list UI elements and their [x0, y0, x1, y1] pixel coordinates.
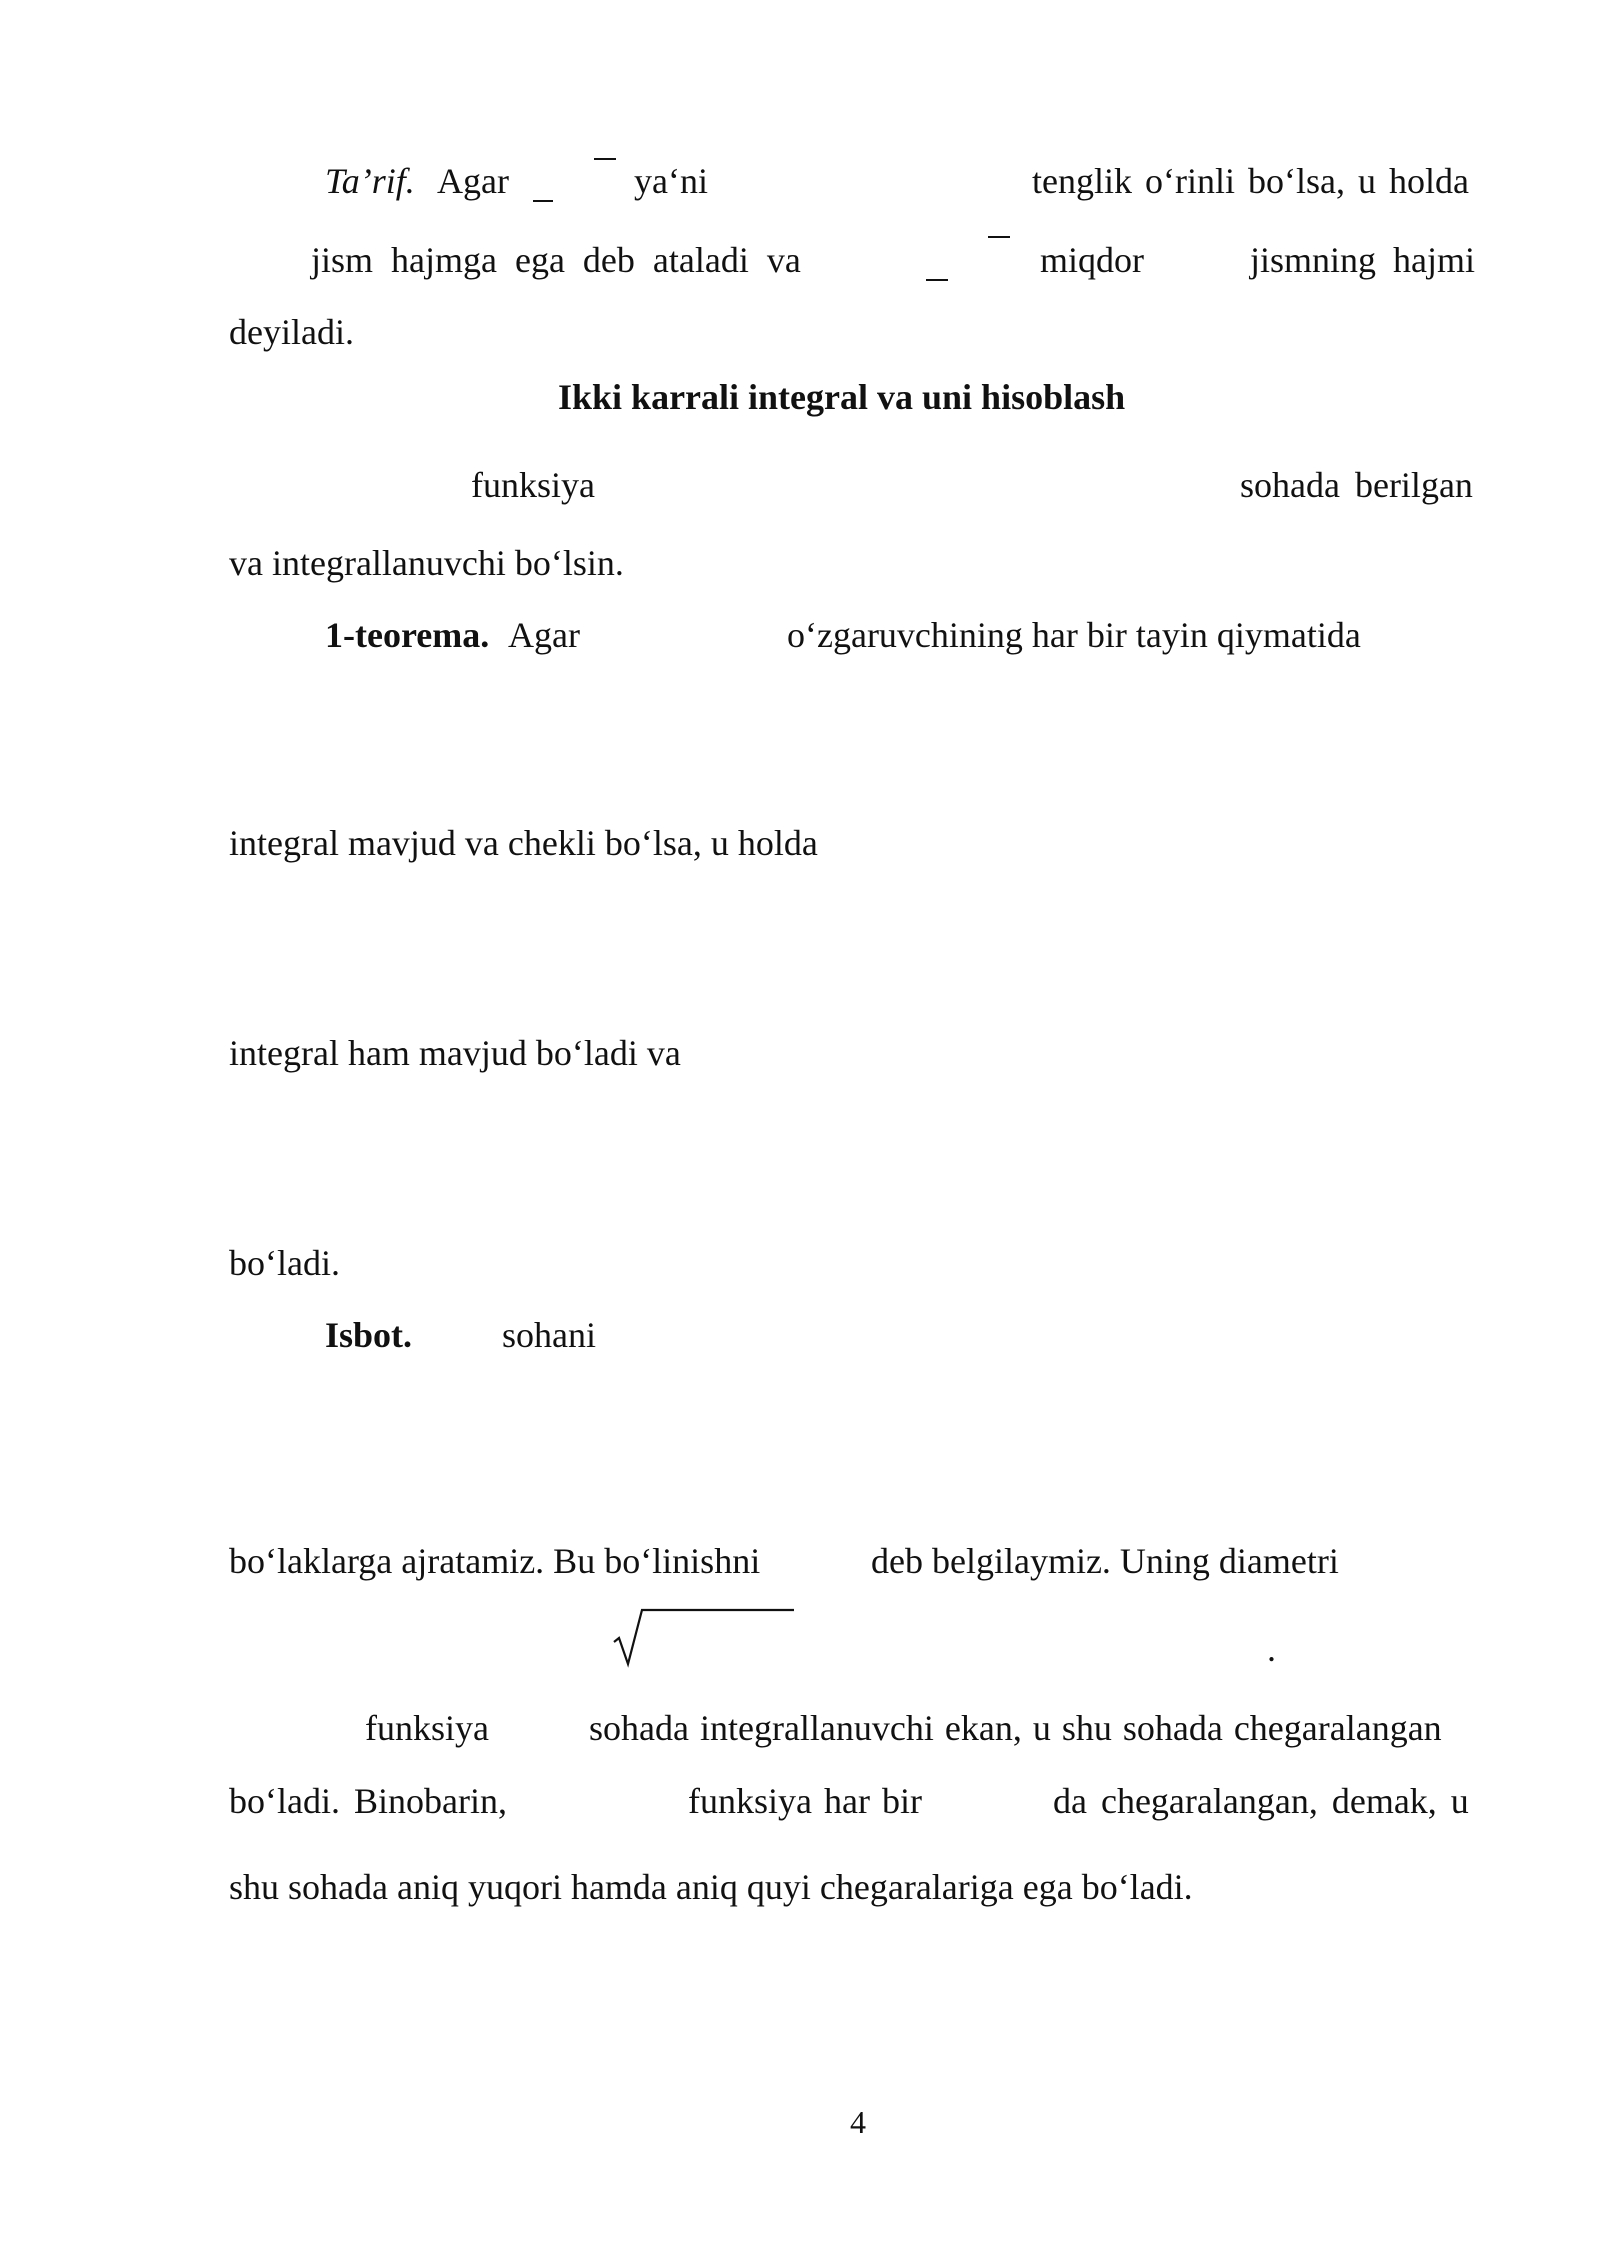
- proof-p4-c: da chegaralangan, demak, u: [1053, 1781, 1469, 1821]
- overline-mark-2: [988, 236, 1010, 238]
- proof-sohani: sohani: [502, 1315, 596, 1355]
- definition-label: Ta’rif.: [325, 161, 415, 201]
- theorem-line3: integral ham mavjud bo‘ladi va: [229, 1033, 681, 1073]
- definition-tenglik: tenglik o‘rinli bo‘lsa, u holda: [1032, 161, 1469, 201]
- definition-miqdor: miqdor: [1040, 240, 1144, 280]
- definition-hajmi: jismning hajmi: [1250, 240, 1476, 280]
- proof-label: Isbot.: [325, 1315, 413, 1355]
- intro-sohada-berilgan: sohada berilgan: [1240, 465, 1473, 505]
- intro-line2: va integrallanuvchi bo‘lsin.: [229, 543, 624, 583]
- proof-line2-b: deb belgilaymiz. Uning diametri: [871, 1541, 1339, 1581]
- definition-agar: Agar: [437, 161, 509, 201]
- proof-p3-tail: sohada integrallanuvchi ekan, u shu sohada chegaralangan: [589, 1708, 1442, 1748]
- definition-deyiladi: deyiladi.: [229, 312, 354, 352]
- section-title: Ikki karrali integral va uni hisoblash: [558, 377, 1126, 417]
- proof-p3-funksiya: funksiya: [365, 1708, 489, 1748]
- theorem-agar: Agar: [508, 615, 580, 655]
- theorem-line2: integral mavjud va chekli bo‘lsa, u holda: [229, 823, 818, 863]
- theorem-line4: bo‘ladi.: [229, 1243, 340, 1283]
- proof-p4-a: bo‘ladi. Binobarin,: [229, 1781, 507, 1821]
- underscore-mark-2: [926, 279, 948, 281]
- overline-mark: [594, 158, 616, 160]
- definition-yani: ya‘ni: [634, 161, 708, 201]
- theorem-tail: o‘zgaruvchining har bir tayin qiymatida: [787, 615, 1361, 655]
- proof-p5: shu sohada aniq yuqori hamda aniq quyi chegaralariga ega bo‘ladi.: [229, 1867, 1193, 1907]
- proof-p4-b: funksiya har bir: [688, 1781, 922, 1821]
- page-number: 4: [850, 2104, 866, 2140]
- square-root-sign: [612, 1606, 796, 1670]
- theorem-label: 1-teorema.: [325, 615, 490, 655]
- definition-line2-a: jism hajmga ega deb ataladi va: [311, 240, 801, 280]
- underscore-mark: [533, 200, 553, 202]
- intro-funksiya: funksiya: [471, 465, 595, 505]
- proof-period: .: [1267, 1629, 1276, 1669]
- proof-line2-a: bo‘laklarga ajratamiz. Bu bo‘linishni: [229, 1541, 761, 1581]
